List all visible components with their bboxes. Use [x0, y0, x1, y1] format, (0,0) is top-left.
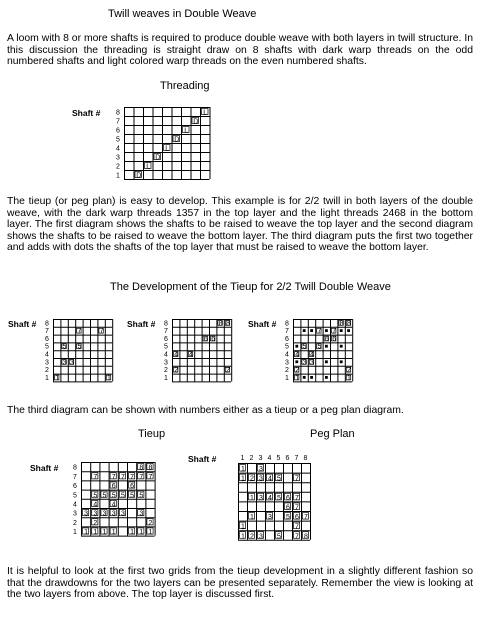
dev-grid-top-layer: [45, 319, 117, 385]
dev-grid-bottom-layer: [164, 319, 236, 385]
cell-value: 8: [226, 320, 230, 328]
cell-value: 1: [347, 374, 351, 382]
row-number: 5: [116, 136, 120, 144]
cell-value: 3: [70, 359, 74, 367]
cell-value: D: [193, 118, 199, 126]
row-number: 3: [164, 359, 168, 367]
cell-value: 1: [93, 529, 98, 537]
cell-value: L: [146, 163, 151, 171]
cell-value: 8: [148, 464, 153, 472]
cell-value: 1: [295, 374, 300, 382]
raise-dot: [325, 345, 328, 348]
cell-value: 3: [310, 359, 314, 367]
threading-heading: Threading: [160, 80, 210, 92]
cell-value: 4: [295, 351, 300, 359]
cell-value: 3: [259, 475, 263, 483]
closing-paragraph: It is helpful to look at the first two grids from the tieup development in a slightly different fashion so that the drawdowns for the two layers can be presented separately. Remember the view is looking at the two layers from above. The top layer is discussed first.: [7, 566, 473, 601]
tieup-grid: [65, 462, 160, 542]
page-title: Twill weaves in Double Weave: [108, 8, 257, 20]
tieup-shaft-label: Shaft #: [30, 463, 59, 473]
cell-value: 5: [286, 514, 290, 522]
cell-value: 4: [268, 494, 272, 502]
raise-dot: [340, 329, 343, 332]
raise-dot: [340, 360, 343, 363]
cell-value: 2: [226, 367, 230, 375]
cell-value: 7: [332, 328, 337, 336]
cell-value: 4: [189, 351, 193, 359]
tieup-heading: Tieup: [138, 428, 166, 440]
cell-value: 1: [102, 529, 107, 537]
row-number: 7: [73, 473, 77, 481]
cell-value: 8: [347, 320, 351, 328]
cell-value: 7: [130, 473, 135, 481]
row-number: 2: [45, 367, 49, 375]
row-number: 1: [285, 374, 289, 382]
peg-plan-grid: [238, 453, 318, 543]
cell-value: 3: [62, 359, 67, 367]
intro-paragraph: A loom with 8 or more shafts is required to produce double weave with both layers in twill structure. In this discussion the threading is straight draw on 8 shafts with dark warp threads on the odd numbered shafts and light colored warp threads on the even numbered shafts.: [7, 33, 473, 68]
dev2-shaft-label: Shaft #: [127, 319, 156, 329]
cell-value: 1: [241, 523, 245, 531]
cell-value: 7: [295, 475, 299, 483]
cell-value: 3: [259, 533, 263, 541]
row-number: 6: [73, 483, 77, 491]
cell-value: 2: [250, 475, 254, 483]
pegplan-heading: Peg Plan: [310, 428, 355, 440]
cell-value: 3: [102, 510, 107, 518]
cell-value: 3: [84, 510, 89, 518]
peg-column-number: 2: [249, 455, 254, 462]
cell-value: 7: [317, 328, 322, 336]
cell-value: 6: [286, 494, 290, 502]
row-number: 1: [116, 172, 120, 180]
cell-value: 2: [295, 367, 300, 375]
cell-value: 5: [277, 533, 281, 541]
peg-column-number: 3: [258, 455, 263, 462]
cell-value: 7: [295, 533, 299, 541]
cell-value: 7: [77, 328, 82, 336]
cell-value: 3: [268, 514, 272, 522]
cell-value: 8: [339, 320, 344, 328]
cell-value: 4: [174, 351, 179, 359]
threading-shaft-label: Shaft #: [72, 108, 101, 118]
cell-value: 4: [268, 475, 272, 483]
row-number: 7: [116, 118, 120, 126]
cell-value: 7: [295, 523, 299, 531]
peg-column-number: 6: [285, 455, 290, 462]
row-number: 2: [164, 367, 168, 375]
raise-dot: [340, 345, 343, 348]
cell-value: 1: [130, 529, 135, 537]
raise-dot: [295, 345, 298, 348]
cell-value: 3: [259, 494, 263, 502]
row-number: 4: [164, 351, 168, 359]
row-number: 4: [45, 351, 49, 359]
row-number: 2: [285, 367, 289, 375]
cell-value: 1: [107, 374, 111, 382]
cell-value: 7: [295, 504, 299, 512]
dev-grid-combined: [285, 319, 357, 385]
pegplan-shaft-label: Shaft #: [188, 454, 217, 464]
row-number: 5: [45, 343, 49, 351]
row-number: 3: [45, 359, 49, 367]
row-number: 5: [73, 492, 77, 500]
row-number: 8: [285, 320, 289, 328]
peg-column-number: 7: [294, 455, 299, 462]
cell-value: 8: [304, 533, 308, 541]
cell-value: D: [155, 154, 161, 162]
cell-value: 1: [250, 494, 254, 502]
peg-column-number: 5: [276, 455, 281, 462]
dev1-shaft-label: Shaft #: [8, 319, 37, 329]
cell-value: L: [203, 109, 208, 117]
cell-value: 7: [111, 473, 116, 481]
row-number: 1: [73, 529, 77, 537]
cell-value: D: [136, 172, 142, 180]
cell-value: 1: [55, 374, 60, 382]
cell-value: 5: [62, 343, 67, 351]
cell-value: 2: [347, 367, 351, 375]
peg-column-number: 4: [267, 455, 272, 462]
cell-value: 6: [332, 335, 337, 343]
row-number: 2: [116, 163, 120, 171]
cell-value: 3: [120, 510, 125, 518]
cell-value: 1: [111, 529, 116, 537]
cell-value: 3: [93, 510, 98, 518]
cell-value: 8: [139, 464, 144, 472]
raise-dot: [325, 329, 328, 332]
cell-value: 7: [304, 514, 308, 522]
cell-value: 2: [93, 519, 98, 527]
row-number: 6: [285, 335, 289, 343]
row-number: 6: [116, 127, 120, 135]
cell-value: 5: [277, 475, 281, 483]
cell-value: 1: [84, 529, 89, 537]
raise-dot: [347, 329, 350, 332]
cell-value: 5: [317, 343, 322, 351]
raise-dot: [310, 376, 313, 379]
threading-grid: [112, 107, 208, 185]
row-number: 8: [73, 464, 77, 472]
cell-value: 3: [111, 510, 116, 518]
raise-dot: [295, 360, 298, 363]
row-number: 5: [164, 343, 168, 351]
row-number: 7: [45, 328, 49, 336]
cell-value: L: [165, 145, 170, 153]
row-number: 8: [45, 320, 49, 328]
row-number: 2: [73, 519, 77, 527]
cell-value: 2: [148, 519, 153, 527]
row-number: 3: [285, 359, 289, 367]
row-number: 6: [45, 335, 49, 343]
cell-value: 4: [93, 501, 98, 509]
cell-value: 5: [111, 492, 116, 500]
row-number: 4: [116, 145, 120, 153]
cell-value: 2: [174, 367, 179, 375]
cell-value: 6: [203, 335, 208, 343]
row-number: 1: [164, 374, 168, 382]
cell-value: 1: [148, 529, 153, 537]
raise-dot: [325, 376, 328, 379]
cell-value: 5: [120, 492, 125, 500]
dev3-shaft-label: Shaft #: [248, 319, 277, 329]
cell-value: 1: [139, 529, 144, 537]
cell-value: 7: [295, 494, 299, 502]
cell-value: 5: [130, 492, 135, 500]
cell-value: 1: [241, 475, 245, 483]
row-number: 7: [164, 328, 168, 336]
cell-value: 5: [302, 343, 307, 351]
cell-value: D: [174, 136, 180, 144]
raise-dot: [303, 329, 306, 332]
cell-value: 7: [99, 328, 104, 336]
row-number: 3: [73, 510, 77, 518]
numbers-paragraph: The third diagram can be shown with numbers either as a tieup or a peg plan diagram.: [7, 405, 404, 416]
row-number: 7: [285, 328, 289, 336]
row-number: 5: [285, 343, 289, 351]
raise-dot: [325, 360, 328, 363]
cell-value: 1: [250, 514, 254, 522]
peg-column-number: 1: [240, 455, 245, 462]
cell-value: L: [184, 127, 189, 135]
cell-value: 6: [324, 335, 329, 343]
cell-value: 4: [111, 501, 116, 509]
tieup-explanation-paragraph: The tieup (or peg plan) is easy to develop. This example is for 2/2 twill in both layers of the double weave, with the dark warp threads 1357 in the top layer and the light threads 2468 in the bottom layer. The first diagram shows the shafts to be raised to weave the top layer and the second diagram shows the shafts to be raised to weave the bottom layer. The third diagram puts the first two together and adds with dots the shafts of the top layer that must be raised to weave the bottom layer.: [7, 196, 473, 254]
cell-value: 5: [102, 492, 107, 500]
cell-value: 4: [310, 351, 314, 359]
cell-value: 5: [77, 343, 82, 351]
cell-value: 3: [302, 359, 307, 367]
cell-value: 1: [241, 533, 245, 541]
peg-column-number: 8: [303, 455, 308, 462]
cell-value: 8: [218, 320, 223, 328]
cell-value: 6: [111, 483, 116, 491]
row-number: 6: [164, 335, 168, 343]
cell-value: 7: [93, 473, 98, 481]
cell-value: 3: [259, 466, 263, 474]
cell-value: 7: [139, 473, 144, 481]
cell-value: 1: [241, 466, 245, 474]
raise-dot: [303, 376, 306, 379]
cell-value: 5: [139, 492, 144, 500]
cell-value: 7: [120, 473, 125, 481]
cell-value: 6: [286, 504, 290, 512]
row-number: 8: [164, 320, 168, 328]
cell-value: 5: [277, 494, 281, 502]
cell-value: 2: [250, 533, 254, 541]
raise-dot: [310, 329, 313, 332]
row-number: 4: [285, 351, 289, 359]
row-number: 8: [116, 109, 120, 117]
cell-value: 5: [93, 492, 98, 500]
development-heading: The Development of the Tieup for 2/2 Twill Double Weave: [110, 281, 391, 293]
row-number: 3: [116, 154, 120, 162]
cell-value: 7: [148, 473, 153, 481]
row-number: 1: [45, 374, 49, 382]
cell-value: 3: [139, 510, 144, 518]
cell-value: 6: [295, 514, 299, 522]
cell-value: 6: [211, 335, 216, 343]
row-number: 4: [73, 501, 77, 509]
cell-value: 6: [130, 483, 135, 491]
